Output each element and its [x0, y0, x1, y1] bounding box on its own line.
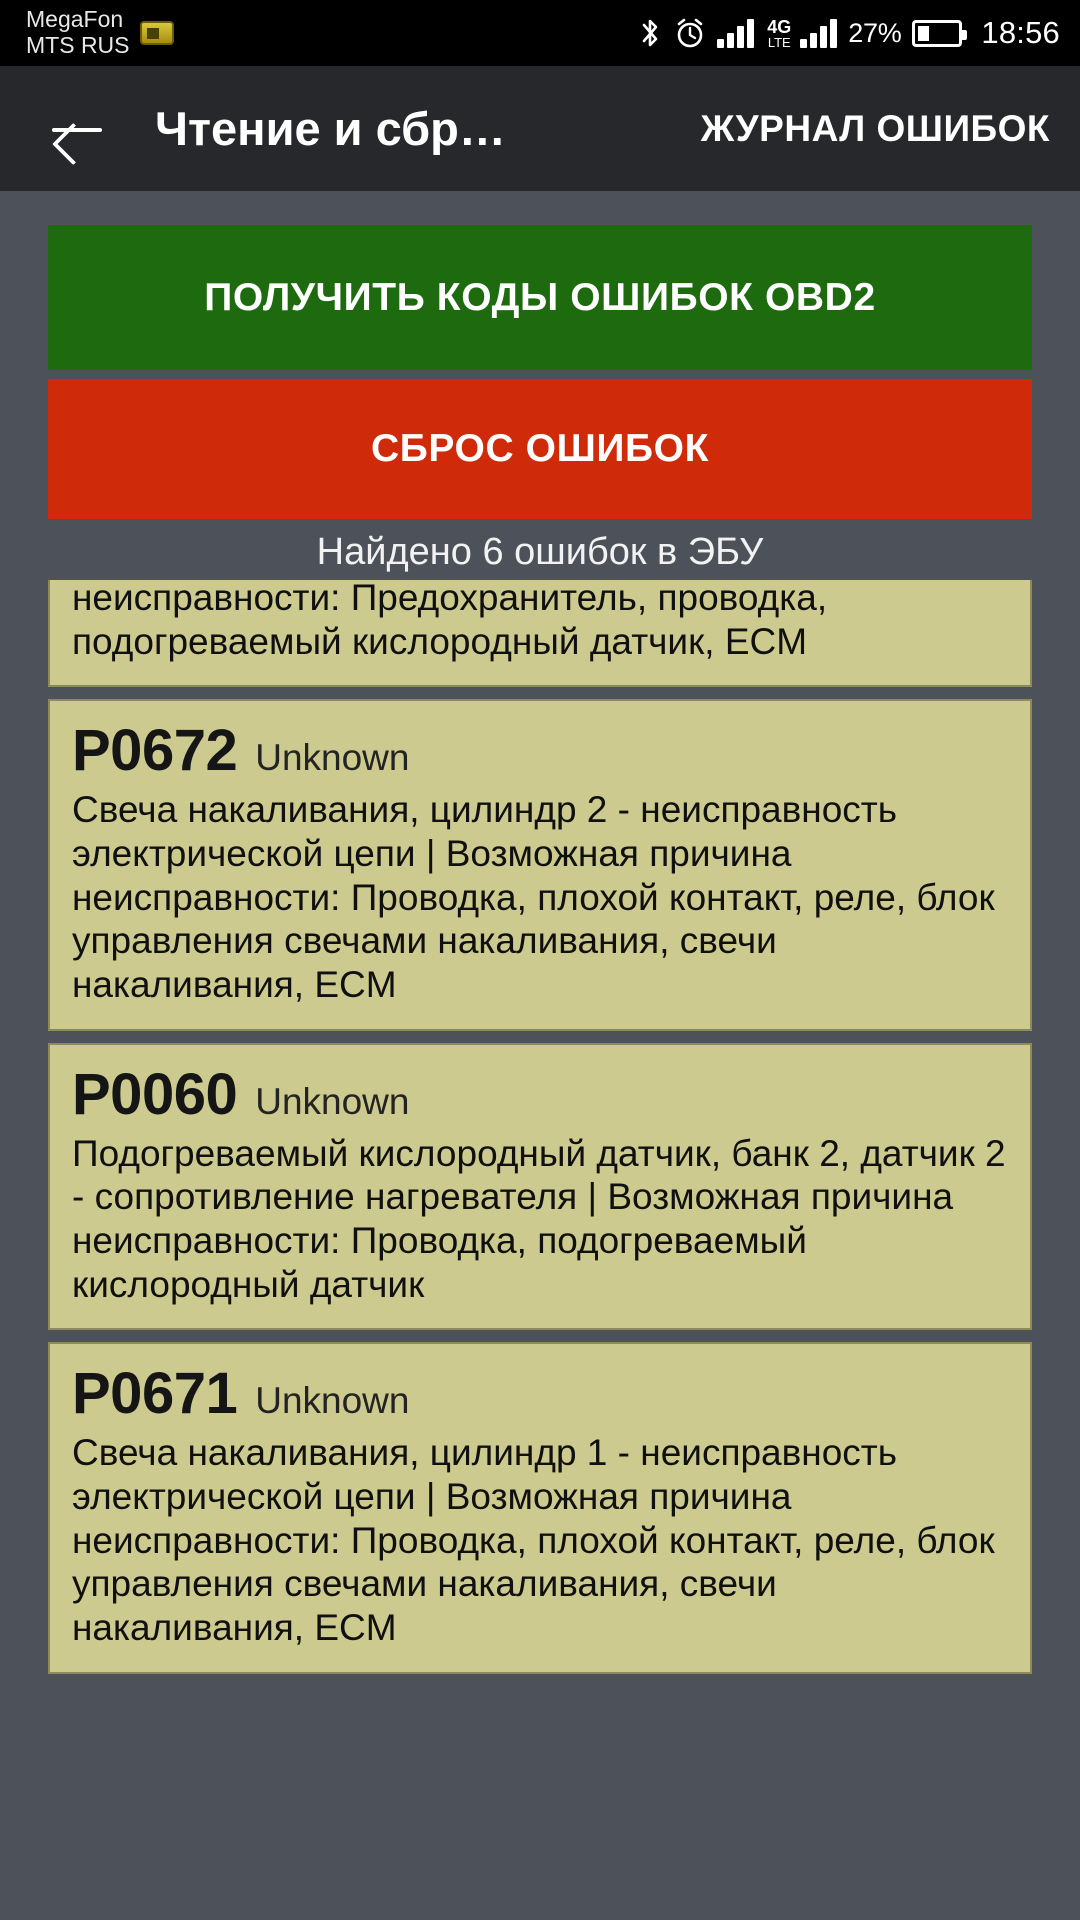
error-code: P0671: [72, 1361, 238, 1427]
list-item[interactable]: [48, 1043, 1032, 1331]
signal-bars-icon-sim2: [800, 18, 837, 48]
carrier-line-2: MTS RUS: [26, 32, 130, 58]
status-clock: 18:56: [981, 15, 1060, 50]
list-item[interactable]: [48, 699, 1032, 1030]
signal-bars-icon-sim1: [717, 18, 754, 48]
error-description: Свеча накаливания, цилиндр 2 - неисправность электрической цепи | Возможная причина неисправности: Проводка, плохой контакт, реле, блок управления свечами накаливания, свечи накаливания, ECM: [72, 789, 995, 1005]
battery-icon: [912, 20, 962, 47]
error-code: P0060: [72, 1061, 238, 1127]
network-sub-text: LTE: [767, 34, 791, 50]
error-header: [72, 1360, 1008, 1427]
error-status: Unknown: [255, 1080, 410, 1122]
error-status: Unknown: [255, 737, 410, 779]
error-description: неисправности: Предохранитель, проводка, подогреваемый кислородный датчик, ECM: [72, 580, 828, 662]
main-content: [0, 191, 1080, 1920]
reset-errors-button[interactable]: СБРОС ОШИБОК: [48, 379, 1032, 519]
alarm-clock-icon: [674, 17, 706, 49]
error-description: Подогреваемый кислородный датчик, банк 2, датчик 2 - сопротивление нагревателя | Возможная причина неисправности: Проводка, подогреваемый кислородный датчик: [72, 1132, 1006, 1305]
error-header: [72, 717, 1008, 784]
battery-percent-label: 27%: [848, 17, 902, 48]
error-log-button[interactable]: ЖУРНАЛ ОШИБОК: [700, 107, 1050, 149]
list-item[interactable]: [48, 1342, 1032, 1673]
carrier-line-1: MegaFon: [26, 6, 124, 33]
page-title: Чтение и сбр…: [155, 102, 506, 155]
error-header: [72, 1061, 1008, 1128]
network-type-text: 4G: [767, 16, 792, 37]
status-icons: [637, 15, 1060, 51]
status-bar: [0, 0, 1080, 66]
error-status: Unknown: [255, 1380, 410, 1422]
error-description: Свеча накаливания, цилиндр 1 - неисправность электрической цепи | Возможная причина неисправности: Проводка, плохой контакт, реле, блок управления свечами накаливания, свечи накаливания, ECM: [72, 1432, 995, 1648]
action-bar: [0, 66, 1080, 191]
carrier-label: [26, 7, 130, 59]
sim-card-icon: [140, 21, 174, 45]
back-arrow-icon[interactable]: [46, 98, 108, 160]
network-type-label: [767, 18, 791, 49]
list-item[interactable]: [48, 580, 1032, 687]
read-obd2-codes-button[interactable]: ПОЛУЧИТЬ КОДЫ ОШИБОК OBD2: [48, 225, 1032, 370]
error-code: P0672: [72, 718, 238, 784]
bluetooth-icon: [637, 17, 663, 49]
found-errors-label: Найдено 6 ошибок в ЭБУ: [316, 531, 764, 573]
error-list[interactable]: [40, 580, 1040, 1920]
